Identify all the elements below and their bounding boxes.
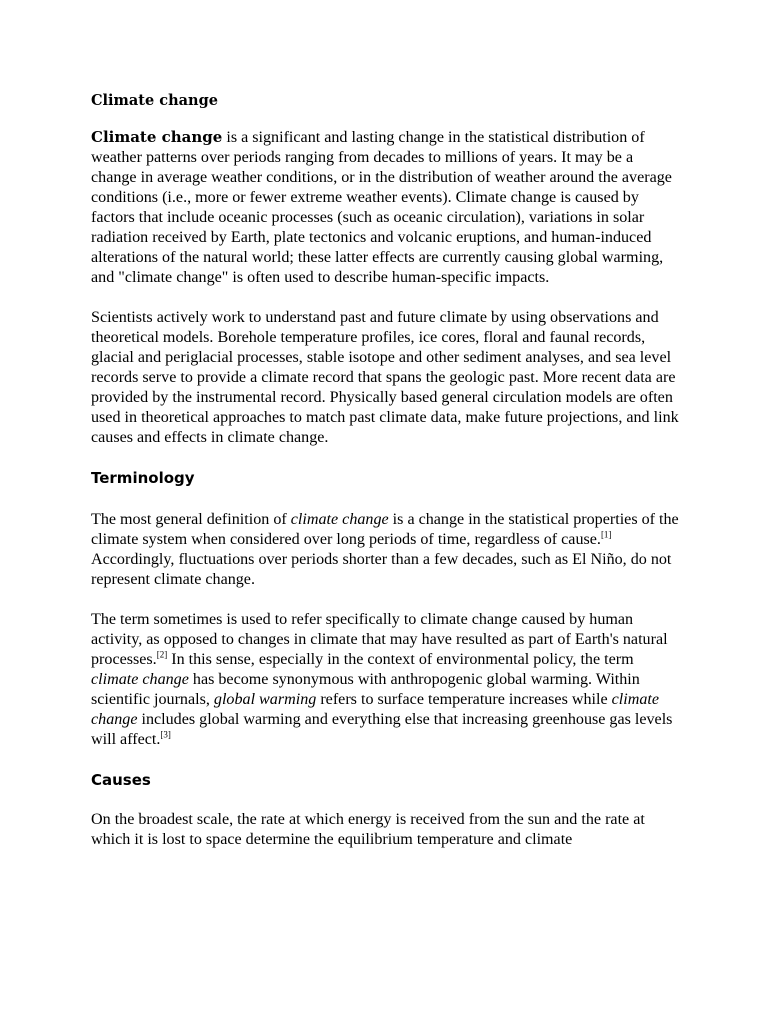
intro-paragraph-1-text: is a significant and lasting change in the statistical distribution of weather patterns over periods ranging from decades to millions of years. It may be a change in average weather conditions, or in the distribution of weather around the average conditions (i.e., more or fewer extreme weather events). Climate change is caused by factors that include oceanic processes (such as oceanic circulation), variations in solar radiation received by Earth, plate tectonics and volcanic eruptions, and human-induced alterations of the natural world; these latter effects are currently causing global warming, and "climate change" is often used to describe human-specific impacts. [91, 129, 672, 286]
text-segment: Accordingly, fluctuations over periods shorter than a few decades, such as El Niño, do not represent climate change. [91, 551, 672, 588]
lead-term: Climate change [91, 128, 223, 146]
text-segment: is a change in the statistical properties of the climate system when considered over long periods of time, regardless of cause. [91, 511, 679, 548]
citation-link-1[interactable]: [1] [600, 529, 612, 540]
citation-link-3[interactable]: [3] [160, 729, 171, 740]
text-segment: In this sense, especially in the context of environmental policy, the term [167, 651, 634, 668]
text-segment: includes global warming and everything else that increasing greenhouse gas levels will affect. [91, 711, 673, 748]
italic-term: global warming [213, 691, 317, 708]
text-segment: refers to surface temperature increases while [316, 691, 612, 708]
document-body [91, 91, 681, 870]
text-segment: has become synonymous with anthropogenic global warming. Within scientific journals, [91, 671, 640, 708]
text-segment: The term sometimes is used to refer specifically to climate change caused by human activity, as opposed to changes in climate that may have resulted as part of Earth's natural processes. [91, 611, 668, 668]
intro-paragraph-2: Scientists actively work to understand past and future climate by using observations and theoretical models. Borehole temperature profiles, ice cores, floral and faunal records, glacial and periglacial processes, stable isotope and other sediment analyses, and sea level records serve to provide a climate record that spans the geologic past. More recent data are provided by the instrumental record. Physically based general circulation models are often used in theoretical approaches to match past climate data, make future projections, and link causes and effects in climate change. [91, 309, 679, 446]
section-heading-terminology: Terminology [91, 469, 195, 487]
italic-term: climate change [91, 691, 660, 728]
italic-term: climate change [91, 671, 189, 688]
document-title: Climate change [91, 92, 218, 109]
italic-term: climate change [290, 511, 389, 528]
text-segment: The most general definition of [91, 511, 291, 528]
section-heading-causes: Causes [91, 771, 151, 789]
causes-paragraph-1: On the broadest scale, the rate at which energy is received from the sun and the rate at which it is lost to space determine the equilibrium temperature and climate [91, 811, 645, 848]
terminology-paragraph-1 [91, 510, 681, 590]
intro-paragraph-1 [91, 127, 681, 288]
citation-link-2[interactable]: [2] [156, 649, 168, 660]
terminology-paragraph-2 [91, 610, 681, 750]
